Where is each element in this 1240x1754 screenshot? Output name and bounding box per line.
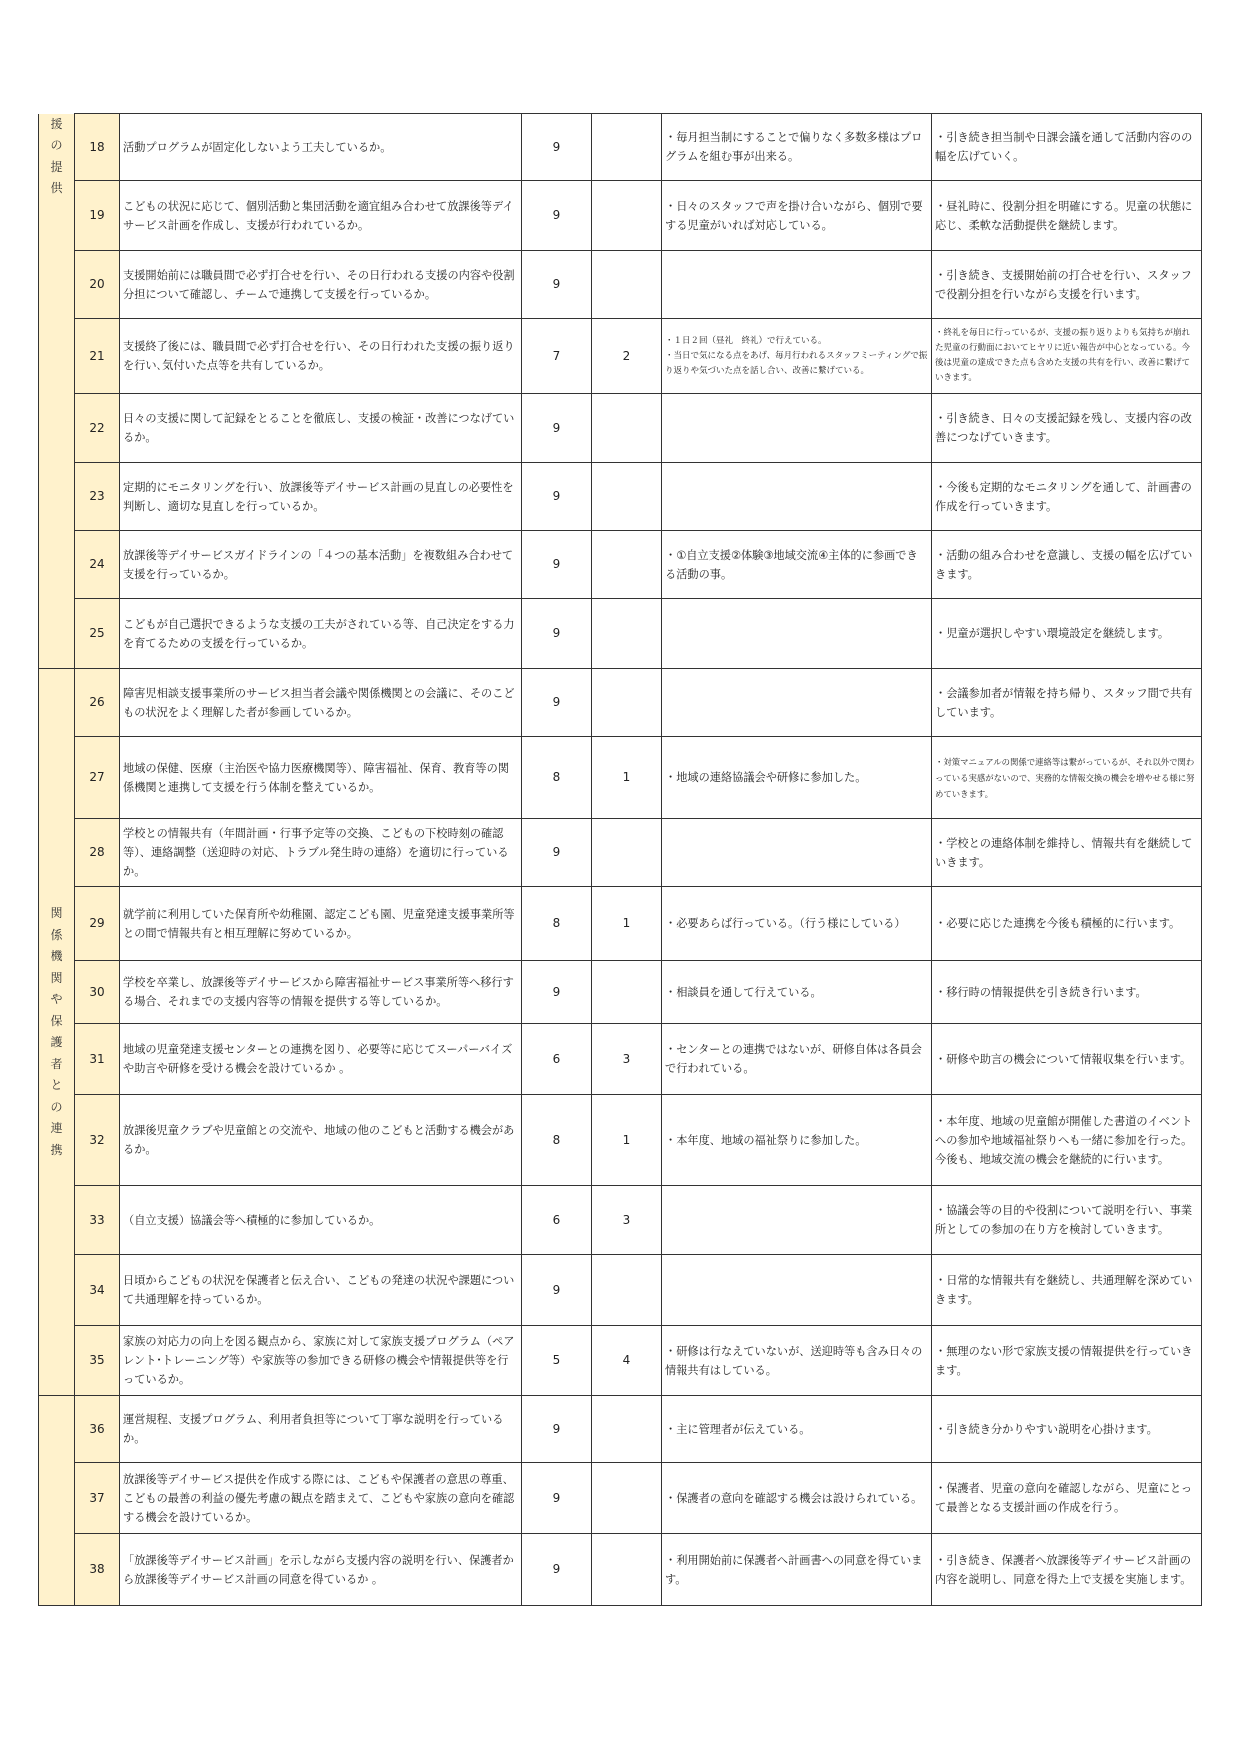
table-row: [39, 887, 1202, 961]
yes-count: 9: [522, 181, 592, 251]
question-text: 障害児相談支援事業所のサービス担当者会議や関係機関との会議に、そのこどもの状況をよく理解した者が参画しているか。: [120, 669, 522, 737]
no-count: 1: [592, 1095, 662, 1186]
item-number: 34: [75, 1255, 120, 1326]
comment-text: [662, 1255, 932, 1326]
comment-text: [662, 819, 932, 887]
table-row: [39, 599, 1202, 669]
improvement-text: ・学校との連絡体制を維持し、情報共有を継続していきます。: [932, 819, 1202, 887]
table-row: [39, 1024, 1202, 1095]
comment-text: ・毎月担当制にすることで偏りなく多数多様はプログラムを組む事が出来る。: [662, 114, 932, 181]
comment-text: [662, 463, 932, 531]
improvement-text: ・協議会等の目的や役割について説明を行い、事業所としての参加の在り方を検討していきます。: [932, 1186, 1202, 1255]
no-count: [592, 251, 662, 319]
self-evaluation-table: [38, 113, 1202, 1606]
table-row: [39, 319, 1202, 394]
improvement-text: ・今後も定期的なモニタリングを通して、計画書の作成を行っていきます。: [932, 463, 1202, 531]
question-text: こどもが自己選択できるような支援の工夫がされている等、自己決定をする力を育てるための支援を行っているか。: [120, 599, 522, 669]
no-count: 4: [592, 1326, 662, 1396]
no-count: 3: [592, 1186, 662, 1255]
category-cell-collaboration: [39, 669, 75, 1396]
comment-text: ・①自立支援②体験③地域交流④主体的に参画できる活動の事。: [662, 531, 932, 599]
yes-count: 8: [522, 1095, 592, 1186]
yes-count: 9: [522, 1463, 592, 1534]
comment-text: [662, 669, 932, 737]
improvement-text: ・引き続き担当制や日課会議を通して活動内容のの幅を広げていく。: [932, 114, 1202, 181]
no-count: [592, 1396, 662, 1463]
item-number: 31: [75, 1024, 120, 1095]
item-number: 37: [75, 1463, 120, 1534]
item-number: 25: [75, 599, 120, 669]
question-text: 支援終了後には、職員間で必ず打合せを行い、その日行われた支援の振り返りを行い､気付いた点等を共有しているか。: [120, 319, 522, 394]
comment-text: ・保護者の意向を確認する機会は設けられている。: [662, 1463, 932, 1534]
item-number: 28: [75, 819, 120, 887]
improvement-text: ・移行時の情報提供を引き続き行います。: [932, 961, 1202, 1024]
yes-count: 8: [522, 887, 592, 961]
yes-count: 6: [522, 1024, 592, 1095]
yes-count: 9: [522, 531, 592, 599]
question-text: 「放課後等デイサービス計画」を示しながら支援内容の説明を行い、保護者から放課後等デイサービス計画の同意を得ているか 。: [120, 1534, 522, 1606]
table-row: [39, 1326, 1202, 1396]
evaluation-sheet: [38, 113, 1202, 1606]
question-text: 日々の支援に関して記録をとることを徹底し、支援の検証・改善につなげているか。: [120, 394, 522, 463]
item-number: 38: [75, 1534, 120, 1606]
question-text: 支援開始前には職員間で必ず打合せを行い、その日行われる支援の内容や役割分担について確認し、チームで連携して支援を行っているか。: [120, 251, 522, 319]
table-row: [39, 1095, 1202, 1186]
no-count: [592, 819, 662, 887]
item-number: 27: [75, 737, 120, 819]
item-number: 30: [75, 961, 120, 1024]
improvement-text: ・日常的な情報共有を継続し、共通理解を深めていきます。: [932, 1255, 1202, 1326]
no-count: 3: [592, 1024, 662, 1095]
yes-count: 5: [522, 1326, 592, 1396]
question-text: 定期的にモニタリングを行い、放課後等デイサービス計画の見直しの必要性を判断し、適切な見直しを行っているか。: [120, 463, 522, 531]
yes-count: 6: [522, 1186, 592, 1255]
question-text: 地域の保健、医療（主治医や協力医療機関等）、障害福祉、保育、教育等の関係機関と連携して支援を行う体制を整えているか。: [120, 737, 522, 819]
table-row: [39, 961, 1202, 1024]
item-number: 23: [75, 463, 120, 531]
yes-count: 9: [522, 599, 592, 669]
question-text: （自立支援）協議会等へ積極的に参加しているか。: [120, 1186, 522, 1255]
table-row: [39, 1396, 1202, 1463]
improvement-text: ・引き続き、日々の支援記録を残し、支援内容の改善につなげていきます。: [932, 394, 1202, 463]
comment-text: [662, 251, 932, 319]
improvement-text: ・研修や助言の機会について情報収集を行います。: [932, 1024, 1202, 1095]
table-row: [39, 463, 1202, 531]
table-row: [39, 737, 1202, 819]
no-count: 2: [592, 319, 662, 394]
item-number: 35: [75, 1326, 120, 1396]
table-row: [39, 181, 1202, 251]
no-count: 1: [592, 737, 662, 819]
yes-count: 9: [522, 1534, 592, 1606]
question-text: 運営規程、支援プログラム、利用者負担等について丁寧な説明を行っているか。: [120, 1396, 522, 1463]
no-count: [592, 1463, 662, 1534]
yes-count: 9: [522, 394, 592, 463]
item-number: 26: [75, 669, 120, 737]
no-count: [592, 669, 662, 737]
item-number: 33: [75, 1186, 120, 1255]
yes-count: 9: [522, 114, 592, 181]
comment-text: ・相談員を通して行えている。: [662, 961, 932, 1024]
item-number: 19: [75, 181, 120, 251]
improvement-text: ・引き続き、保護者へ放課後等デイサービス計画の内容を説明し、同意を得た上で支援を実施します。: [932, 1534, 1202, 1606]
improvement-text: ・活動の組み合わせを意識し、支援の幅を広げていきます。: [932, 531, 1202, 599]
yes-count: 9: [522, 251, 592, 319]
improvement-text: ・児童が選択しやすい環境設定を継続します。: [932, 599, 1202, 669]
table-row: [39, 394, 1202, 463]
no-count: [592, 181, 662, 251]
table-row: [39, 1255, 1202, 1326]
category-label: 援の提供: [50, 116, 63, 195]
table-row: [39, 251, 1202, 319]
item-number: 29: [75, 887, 120, 961]
table-row: [39, 669, 1202, 737]
question-text: 家族の対応力の向上を図る観点から、家族に対して家族支援プログラム（ペアレント･トレーニング等）や家族等の参加できる研修の機会や情報提供等を行っているか。: [120, 1326, 522, 1396]
table-row: [39, 531, 1202, 599]
question-text: 放課後等デイサービスガイドラインの「４つの基本活動」を複数組み合わせて支援を行っているか。: [120, 531, 522, 599]
question-text: こどもの状況に応じて、個別活動と集団活動を適宜組み合わせて放課後等デイサービス計画を作成し、支援が行われているか。: [120, 181, 522, 251]
item-number: 21: [75, 319, 120, 394]
yes-count: 9: [522, 1396, 592, 1463]
no-count: [592, 1534, 662, 1606]
comment-text: ・本年度、地域の福祉祭りに参加した。: [662, 1095, 932, 1186]
improvement-text: ・対策マニュアルの関係で連絡等は繋がっているが、それ以外で関わっている実感がないので、実務的な情報交換の機会を増やせる様に努めていきます。: [932, 737, 1202, 819]
question-text: 活動プログラムが固定化しないよう工夫しているか。: [120, 114, 522, 181]
no-count: [592, 394, 662, 463]
comment-text: ・地域の連絡協議会や研修に参加した。: [662, 737, 932, 819]
item-number: 24: [75, 531, 120, 599]
question-text: 学校との情報共有（年間計画・行事予定等の交換、こどもの下校時刻の確認等）、連絡調整（送迎時の対応、トラブル発生時の連絡）を適切に行っているか。: [120, 819, 522, 887]
question-text: 就学前に利用していた保育所や幼稚園、認定こども園、児童発達支援事業所等との間で情報共有と相互理解に努めているか。: [120, 887, 522, 961]
no-count: [592, 463, 662, 531]
question-text: 放課後児童クラブや児童館との交流や、地域の他のこどもと活動する機会があるか。: [120, 1095, 522, 1186]
comment-text: [662, 599, 932, 669]
item-number: 36: [75, 1396, 120, 1463]
no-count: 1: [592, 887, 662, 961]
item-number: 32: [75, 1095, 120, 1186]
improvement-text: ・必要に応じた連携を今後も積極的に行います。: [932, 887, 1202, 961]
improvement-text: ・保護者、児童の意向を確認しながら、児童にとって最善となる支援計画の作成を行う。: [932, 1463, 1202, 1534]
yes-count: 9: [522, 463, 592, 531]
item-number: 22: [75, 394, 120, 463]
question-text: 学校を卒業し、放課後等デイサービスから障害福祉サービス事業所等へ移行する場合、それまでの支援内容等の情報を提供する等しているか。: [120, 961, 522, 1024]
no-count: [592, 114, 662, 181]
comment-text: ・利用開始前に保護者へ計画書への同意を得ています。: [662, 1534, 932, 1606]
comment-text: [662, 394, 932, 463]
yes-count: 7: [522, 319, 592, 394]
comment-text: ・研修は行なえていないが、送迎時等も含み日々の情報共有はしている。: [662, 1326, 932, 1396]
no-count: [592, 599, 662, 669]
improvement-text: ・終礼を毎日に行っているが、支援の振り返りよりも気持ちが崩れた児童の行動面においてヒヤリに近い報告が中心となっている。今後は児童の達成できた点も含めた支援の共有を行い、改善に繋げていきます。: [932, 319, 1202, 394]
table-row: [39, 1186, 1202, 1255]
item-number: 20: [75, 251, 120, 319]
yes-count: 9: [522, 669, 592, 737]
category-label: 関係機関や保護者との連携: [50, 906, 63, 1157]
category-cell-support-provision: [39, 114, 75, 669]
no-count: [592, 1255, 662, 1326]
question-text: 放課後等デイサービス提供を作成する際には、こどもや保護者の意思の尊重、こどもの最善の利益の優先考慮の観点を踏まえて、こどもや家族の意向を確認する機会を設けているか。: [120, 1463, 522, 1534]
improvement-text: ・無理のない形で家族支援の情報提供を行っていきます。: [932, 1326, 1202, 1396]
item-number: 18: [75, 114, 120, 181]
table-row: [39, 114, 1202, 181]
comment-text: [662, 1186, 932, 1255]
question-text: 日頃からこどもの状況を保護者と伝え合い、こどもの発達の状況や課題について共通理解を持っているか。: [120, 1255, 522, 1326]
comment-text: ・センターとの連携ではないが、研修自体は各員会で行われている。: [662, 1024, 932, 1095]
comment-text: ・必要あらば行っている。（行う様にしている）: [662, 887, 932, 961]
yes-count: 9: [522, 961, 592, 1024]
improvement-text: ・会議参加者が情報を持ち帰り、スタッフ間で共有しています。: [932, 669, 1202, 737]
category-cell-guardian-explanation: [39, 1396, 75, 1606]
question-text: 地域の児童発達支援センターとの連携を図り、必要等に応じてスーパーバイズや助言や研修を受ける機会を設けているか 。: [120, 1024, 522, 1095]
comment-text: ・主に管理者が伝えている。: [662, 1396, 932, 1463]
improvement-text: ・本年度、地域の児童館が開催した書道のイベントへの参加や地域福祉祭りへも一緒に参加を行った。今後も、地域交流の機会を継続的に行います。: [932, 1095, 1202, 1186]
comment-text: ・１日２回（昼礼 終礼）で行えている。 ・当日で気になる点をあげ、毎月行われるスタッフミーティングで振り返りや気づいた点を話し合い、改善に繋げている。: [662, 319, 932, 394]
yes-count: 9: [522, 819, 592, 887]
improvement-text: ・引き続き、支援開始前の打合せを行い、スタッフで役割分担を行いながら支援を行います。: [932, 251, 1202, 319]
table-row: [39, 819, 1202, 887]
improvement-text: ・昼礼時に、役割分担を明確にする。児童の状態に応じ、柔軟な活動提供を継続します。: [932, 181, 1202, 251]
no-count: [592, 961, 662, 1024]
table-row: [39, 1463, 1202, 1534]
improvement-text: ・引き続き分かりやすい説明を心掛けます。: [932, 1396, 1202, 1463]
comment-text: ・日々のスタッフで声を掛け合いながら、個別で要する児童がいれば対応している。: [662, 181, 932, 251]
yes-count: 8: [522, 737, 592, 819]
table-row: [39, 1534, 1202, 1606]
no-count: [592, 531, 662, 599]
yes-count: 9: [522, 1255, 592, 1326]
